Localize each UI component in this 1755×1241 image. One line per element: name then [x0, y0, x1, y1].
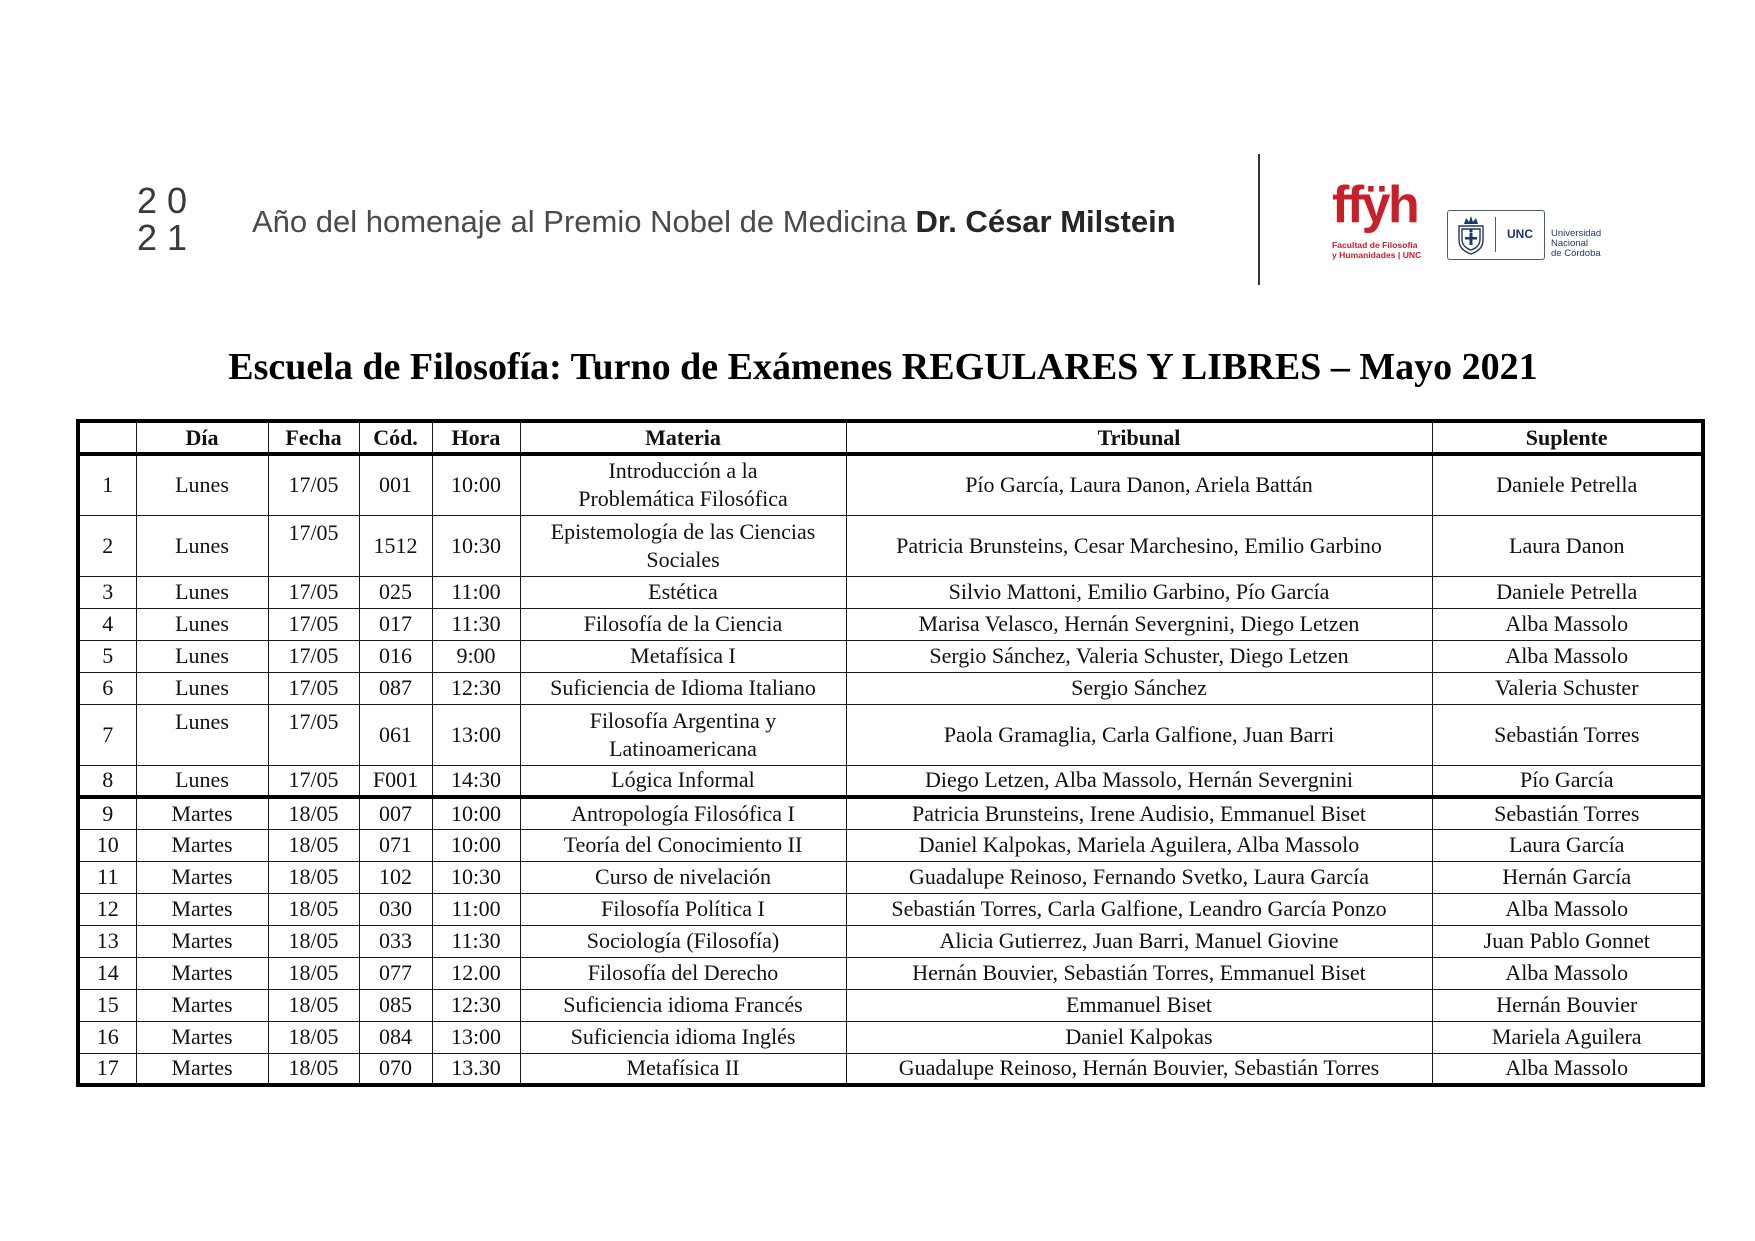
- cell-number: 3: [78, 576, 136, 608]
- table-row: [78, 608, 1703, 640]
- table-row: [78, 640, 1703, 672]
- cell-number: 6: [78, 672, 136, 704]
- cell-day: Martes: [136, 1053, 268, 1085]
- cell-date: 18/05: [268, 861, 359, 893]
- cell-time: 10:00: [432, 454, 520, 515]
- cell-day: Martes: [136, 925, 268, 957]
- unc-logo-separator: [1495, 217, 1496, 252]
- cell-subject: Estética: [520, 576, 846, 608]
- ffyh-caption-line: Facultad de Filosofía: [1332, 240, 1418, 250]
- header-divider: [1258, 154, 1260, 285]
- cell-number: 2: [78, 515, 136, 576]
- cell-time: 11:30: [432, 925, 520, 957]
- cell-number: 9: [78, 797, 136, 829]
- cell-subject: Antropología Filosófica I: [520, 797, 846, 829]
- cell-subject: Teoría del Conocimiento II: [520, 829, 846, 861]
- cell-number: 4: [78, 608, 136, 640]
- table-row: [78, 797, 1703, 829]
- cell-code: 007: [359, 797, 432, 829]
- cell-substitute: Mariela Aguilera: [1432, 1021, 1703, 1053]
- cell-code: 071: [359, 829, 432, 861]
- cell-tribunal: Sebastián Torres, Carla Galfione, Leandro García Ponzo: [846, 893, 1432, 925]
- cell-time: 10:30: [432, 861, 520, 893]
- cell-subject: Suficiencia de Idioma Italiano: [520, 672, 846, 704]
- cell-day: Martes: [136, 797, 268, 829]
- table-row: [78, 454, 1703, 515]
- cell-date: 18/05: [268, 893, 359, 925]
- cell-date: 17/05: [268, 640, 359, 672]
- unc-name: [1551, 229, 1601, 259]
- ffyh-caption: [1332, 240, 1424, 260]
- cell-time: 11:00: [432, 893, 520, 925]
- cell-substitute: Valeria Schuster: [1432, 672, 1703, 704]
- cell-time: 11:30: [432, 608, 520, 640]
- cell-tribunal: Paola Gramaglia, Carla Galfione, Juan Barri: [846, 704, 1432, 765]
- table-row: [78, 704, 1703, 765]
- cell-code: 061: [359, 704, 432, 765]
- cell-number: 10: [78, 829, 136, 861]
- cell-tribunal: Pío García, Laura Danon, Ariela Battán: [846, 454, 1432, 515]
- cell-time: 10:00: [432, 797, 520, 829]
- cell-time: 10:30: [432, 515, 520, 576]
- column-header-tribunal: Tribunal: [846, 421, 1432, 454]
- cell-code: 017: [359, 608, 432, 640]
- column-header-day: Día: [136, 421, 268, 454]
- ffyh-caption-line: y Humanidades | UNC: [1332, 250, 1422, 260]
- cell-substitute: Alba Massolo: [1432, 608, 1703, 640]
- cell-code: 001: [359, 454, 432, 515]
- table-row: [78, 861, 1703, 893]
- cell-time: 11:00: [432, 576, 520, 608]
- commemorative-banner: [252, 202, 1176, 242]
- column-header-time: Hora: [432, 421, 520, 454]
- cell-substitute: Alba Massolo: [1432, 893, 1703, 925]
- cell-substitute: Pío García: [1432, 765, 1703, 797]
- cell-tribunal: Sergio Sánchez: [846, 672, 1432, 704]
- cell-subject: Filosofía del Derecho: [520, 957, 846, 989]
- column-header-substitute: Suplente: [1432, 421, 1703, 454]
- cell-day: Martes: [136, 861, 268, 893]
- cell-subject: Suficiencia idioma Inglés: [520, 1021, 846, 1053]
- cell-time: 14:30: [432, 765, 520, 797]
- cell-tribunal: Diego Letzen, Alba Massolo, Hernán Severgnini: [846, 765, 1432, 797]
- cell-day: Lunes: [136, 640, 268, 672]
- cell-day: Lunes: [136, 515, 268, 576]
- cell-subject: Metafísica I: [520, 640, 846, 672]
- exam-table-body: [78, 454, 1703, 1085]
- cell-tribunal: Hernán Bouvier, Sebastián Torres, Emmanuel Biset: [846, 957, 1432, 989]
- cell-tribunal: Emmanuel Biset: [846, 989, 1432, 1021]
- cell-code: 070: [359, 1053, 432, 1085]
- cell-substitute: Alba Massolo: [1432, 957, 1703, 989]
- table-header-row: [78, 421, 1703, 454]
- cell-number: 5: [78, 640, 136, 672]
- cell-date: 18/05: [268, 829, 359, 861]
- year-mark-line: 20: [137, 180, 198, 221]
- exam-table: [76, 419, 1705, 1087]
- cell-code: 033: [359, 925, 432, 957]
- unc-name-line: de Córdoba: [1551, 248, 1601, 259]
- cell-number: 11: [78, 861, 136, 893]
- cell-code: 025: [359, 576, 432, 608]
- cell-date: 17/05: [268, 454, 359, 515]
- cell-day: Martes: [136, 957, 268, 989]
- cell-date: 18/05: [268, 957, 359, 989]
- cell-tribunal: Guadalupe Reinoso, Fernando Svetko, Laura García: [846, 861, 1432, 893]
- table-row: [78, 829, 1703, 861]
- cell-substitute: Hernán García: [1432, 861, 1703, 893]
- cell-time: 9:00: [432, 640, 520, 672]
- unc-logo: [1447, 210, 1545, 260]
- cell-substitute: Laura Danon: [1432, 515, 1703, 576]
- cell-tribunal: Daniel Kalpokas: [846, 1021, 1432, 1053]
- cell-number: 12: [78, 893, 136, 925]
- cell-substitute: Hernán Bouvier: [1432, 989, 1703, 1021]
- cell-number: 13: [78, 925, 136, 957]
- cell-tribunal: Patricia Brunsteins, Irene Audisio, Emmanuel Biset: [846, 797, 1432, 829]
- table-row: [78, 765, 1703, 797]
- cell-date: 17/05: [268, 704, 359, 765]
- cell-day: Martes: [136, 989, 268, 1021]
- cell-time: 13.30: [432, 1053, 520, 1085]
- table-row: [78, 1053, 1703, 1085]
- cell-code: 077: [359, 957, 432, 989]
- cell-subject: Metafísica II: [520, 1053, 846, 1085]
- page-title: Escuela de Filosofía: Turno de Exámenes REGULARES Y LIBRES – Mayo 2021: [228, 346, 1538, 388]
- cell-time: 12:30: [432, 989, 520, 1021]
- cell-tribunal: Silvio Mattoni, Emilio Garbino, Pío García: [846, 576, 1432, 608]
- cell-substitute: Laura García: [1432, 829, 1703, 861]
- cell-day: Martes: [136, 829, 268, 861]
- cell-date: 17/05: [268, 576, 359, 608]
- table-row: [78, 515, 1703, 576]
- cell-date: 18/05: [268, 989, 359, 1021]
- cell-date: 17/05: [268, 765, 359, 797]
- unc-name-line: Nacional: [1551, 238, 1588, 249]
- cell-date: 18/05: [268, 1053, 359, 1085]
- cell-subject: Curso de nivelación: [520, 861, 846, 893]
- table-row: [78, 672, 1703, 704]
- cell-tribunal: Guadalupe Reinoso, Hernán Bouvier, Sebastián Torres: [846, 1053, 1432, 1085]
- cell-substitute: Daniele Petrella: [1432, 454, 1703, 515]
- cell-number: 14: [78, 957, 136, 989]
- cell-time: 12.00: [432, 957, 520, 989]
- cell-time: 12:30: [432, 672, 520, 704]
- cell-date: 17/05: [268, 608, 359, 640]
- cell-subject: Filosofía Política I: [520, 893, 846, 925]
- ffyh-logo: [1332, 176, 1424, 260]
- cell-substitute: Daniele Petrella: [1432, 576, 1703, 608]
- cell-day: Martes: [136, 893, 268, 925]
- cell-code: 030: [359, 893, 432, 925]
- cell-number: 15: [78, 989, 136, 1021]
- cell-day: Lunes: [136, 672, 268, 704]
- column-header-subject: Materia: [520, 421, 846, 454]
- cell-date: 18/05: [268, 925, 359, 957]
- cell-day: Lunes: [136, 608, 268, 640]
- cell-code: 1512: [359, 515, 432, 576]
- cell-tribunal: Sergio Sánchez, Valeria Schuster, Diego Letzen: [846, 640, 1432, 672]
- year-mark: [137, 182, 197, 256]
- ffyh-wordmark: ffÿh: [1332, 176, 1418, 234]
- cell-date: 18/05: [268, 1021, 359, 1053]
- banner-highlight: Dr. César Milstein: [915, 204, 1176, 239]
- cell-subject: Epistemología de las Ciencias Sociales: [520, 515, 846, 576]
- cell-tribunal: Daniel Kalpokas, Mariela Aguilera, Alba Massolo: [846, 829, 1432, 861]
- cell-subject: Lógica Informal: [520, 765, 846, 797]
- table-row: [78, 925, 1703, 957]
- cell-number: 17: [78, 1053, 136, 1085]
- cell-number: 7: [78, 704, 136, 765]
- cell-date: 17/05: [268, 672, 359, 704]
- cell-subject: Suficiencia idioma Francés: [520, 989, 846, 1021]
- cell-code: F001: [359, 765, 432, 797]
- table-row: [78, 1021, 1703, 1053]
- university-seal-icon: [1452, 214, 1490, 256]
- cell-code: 087: [359, 672, 432, 704]
- cell-day: Martes: [136, 1021, 268, 1053]
- cell-tribunal: Marisa Velasco, Hernán Severgnini, Diego Letzen: [846, 608, 1432, 640]
- table-row: [78, 576, 1703, 608]
- cell-time: 13:00: [432, 1021, 520, 1053]
- cell-number: 1: [78, 454, 136, 515]
- cell-tribunal: Patricia Brunsteins, Cesar Marchesino, Emilio Garbino: [846, 515, 1432, 576]
- cell-tribunal: Alicia Gutierrez, Juan Barri, Manuel Giovine: [846, 925, 1432, 957]
- banner-text: Año del homenaje al Premio Nobel de Medicina: [252, 204, 907, 239]
- cell-time: 13:00: [432, 704, 520, 765]
- cell-date: 17/05: [268, 515, 359, 576]
- year-mark-line: 21: [137, 217, 198, 258]
- cell-code: 016: [359, 640, 432, 672]
- cell-number: 8: [78, 765, 136, 797]
- table-row: [78, 989, 1703, 1021]
- cell-day: Lunes: [136, 454, 268, 515]
- table-row: [78, 893, 1703, 925]
- cell-day: Lunes: [136, 765, 268, 797]
- cell-day: Lunes: [136, 704, 268, 765]
- cell-subject: Sociología (Filosofía): [520, 925, 846, 957]
- cell-substitute: Sebastián Torres: [1432, 797, 1703, 829]
- cell-code: 084: [359, 1021, 432, 1053]
- cell-date: 18/05: [268, 797, 359, 829]
- cell-day: Lunes: [136, 576, 268, 608]
- cell-number: 16: [78, 1021, 136, 1053]
- cell-subject: Introducción a la Problemática Filosófica: [520, 454, 846, 515]
- cell-subject: Filosofía Argentina y Latinoamericana: [520, 704, 846, 765]
- table-row: [78, 957, 1703, 989]
- column-header-code: Cód.: [359, 421, 432, 454]
- cell-code: 102: [359, 861, 432, 893]
- column-header-date: Fecha: [268, 421, 359, 454]
- cell-subject: Filosofía de la Ciencia: [520, 608, 846, 640]
- cell-time: 10:00: [432, 829, 520, 861]
- unc-acronym: UNC: [1507, 227, 1533, 241]
- unc-name-line: Universidad: [1551, 228, 1602, 239]
- cell-substitute: Alba Massolo: [1432, 1053, 1703, 1085]
- cell-code: 085: [359, 989, 432, 1021]
- cell-substitute: Sebastián Torres: [1432, 704, 1703, 765]
- cell-substitute: Juan Pablo Gonnet: [1432, 925, 1703, 957]
- cell-substitute: Alba Massolo: [1432, 640, 1703, 672]
- column-header-number: [78, 421, 136, 454]
